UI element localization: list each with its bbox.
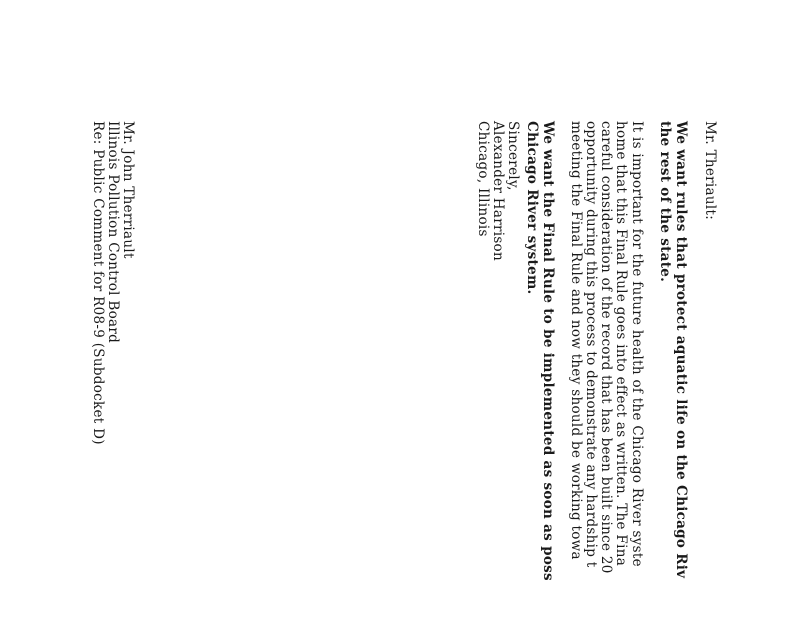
bold-paragraph-1-line-1: We want rules that protect aquatic life on the Chicago Riv (673, 121, 689, 579)
bold-paragraph-2-line-1: We want the Final Rule to be implemented as soon as poss (540, 121, 556, 581)
addressee-name: Mr. John Therriault (120, 121, 136, 259)
body-paragraph-line-1: It is important for the future health of the Chicago River syste (629, 121, 645, 567)
body-paragraph-line-2: home that this Final Rule goes into effect as written. The Fina (613, 121, 629, 567)
closing-sincerely: Sincerely, (505, 121, 521, 191)
addressee-organization: Illinois Pollution Control Board (105, 121, 121, 344)
addressee-subject: Re: Public Comment for R08-9 (Subdocket D) (90, 121, 106, 445)
signature-location: Chicago, Illinois (475, 121, 491, 237)
salutation: Mr. Theriault: (702, 121, 718, 221)
body-paragraph-line-3: careful consideration of the record that has been built since 20 (598, 121, 614, 574)
body-paragraph-line-4: opportunity during this process to demonstrate any hardship t (583, 121, 599, 568)
bold-paragraph-1-line-2: the rest of the state. (657, 121, 673, 283)
signature-name: Alexander Harrison (490, 121, 506, 261)
body-paragraph-line-5: meeting the Final Rule and now they should be working towa (568, 121, 584, 560)
bold-paragraph-2-line-2: Chicago River system. (524, 121, 540, 295)
